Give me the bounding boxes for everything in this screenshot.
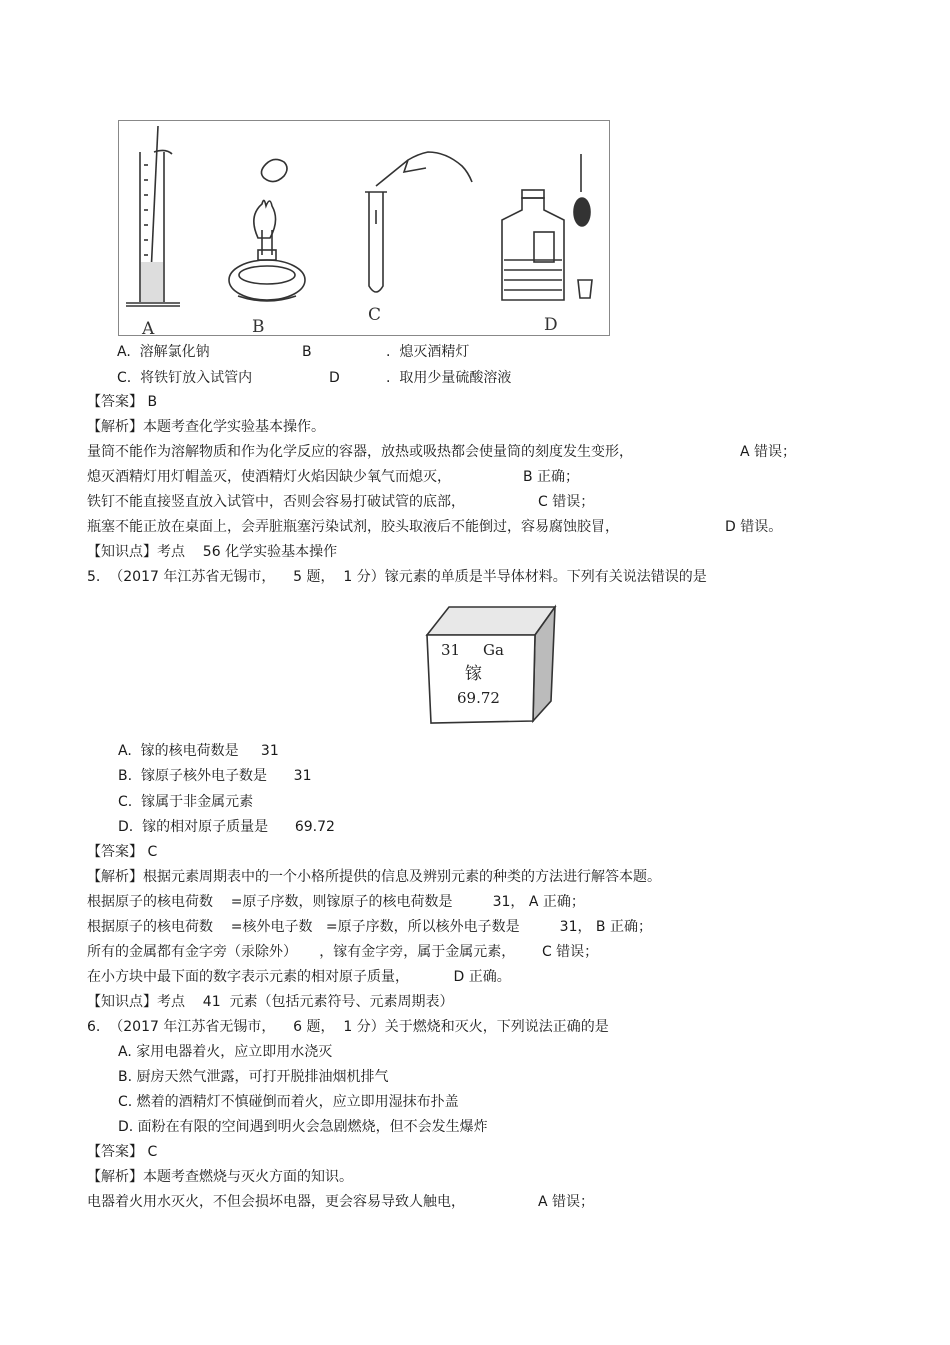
q5-analysis-line-3: 所有的金属都有金字旁（汞除外） ，镓有金字旁，属于金属元素， C 错误； [87, 944, 599, 960]
q4-option-c: C. 将铁钉放入试管内 [117, 370, 253, 386]
q6-stem: 6. （2017 年江苏省无锡市， 6 题， 1 分）关于燃烧和灭火，下列说法正确的是 [87, 1019, 609, 1035]
q6-option-b: B. 厨房天然气泄露，可打开脱排油烟机排气 [118, 1069, 389, 1085]
lab-operations-figure [118, 120, 610, 336]
q5-stem: 5. （2017 年江苏省无锡市， 5 题， 1 分）镓元素的单质是半导体材料。下列有关说法错误的是 [87, 569, 707, 585]
q5-option-d: D. 镓的相对原子质量是 69.72 [118, 819, 335, 835]
q5-answer: 【答案】 C [87, 844, 158, 860]
element-symbol: Ga [483, 641, 504, 659]
q4-analysis-line-2: 熄灭酒精灯用灯帽盖灭，使酒精灯火焰因缺少氧气而熄灭， [87, 469, 451, 485]
q4-analysis-line-3-verdict: C 错误； [538, 494, 595, 510]
q4-option-b-text: . 熄灭酒精灯 [386, 344, 470, 360]
q6-answer: 【答案】 C [87, 1144, 158, 1160]
q6-analysis: 【解析】本题考查燃烧与灭火方面的知识。 [87, 1169, 353, 1185]
q4-option-d-letter: D [329, 370, 340, 386]
q5-knowledge-point: 【知识点】考点 41 元素（包括元素符号、元素周期表） [87, 994, 454, 1010]
q6-analysis-line-1: 电器着火用水灭火，不但会损坏电器，更会容易导致人触电， [87, 1194, 465, 1210]
q4-option-a: A. 溶解氯化钠 [117, 344, 210, 360]
q4-analysis-line-1-verdict: A 错误； [740, 444, 797, 460]
q4-knowledge-point: 【知识点】考点 56 化学实验基本操作 [87, 544, 338, 560]
q4-analysis-line-3: 铁钉不能直接竖直放入试管中，否则会容易打破试管的底部， [87, 494, 465, 510]
figure-label-a: A [142, 319, 155, 336]
q6-analysis-line-1-verdict: A 错误； [538, 1194, 595, 1210]
q5-option-b: B. 镓原子核外电子数是 31 [118, 768, 312, 784]
q5-analysis-line-2: 根据原子的核电荷数 =核外电子数 =原子序数，所以核外电子数是 31， B 正确； [87, 919, 652, 935]
q5-analysis: 【解析】根据元素周期表中的一个小格所提供的信息及辨别元素的种类的方法进行解答本题。 [87, 869, 661, 885]
figure-label-d: D [544, 315, 558, 335]
q4-analysis-line-1: 量筒不能作为溶解物质和作为化学反应的容器，放热或吸热都会使量筒的刻度发生变形， [87, 444, 633, 460]
q4-analysis-line-2-verdict: B 正确； [523, 469, 580, 485]
gallium-element-card [421, 599, 559, 729]
q5-option-a: A. 镓的核电荷数是 31 [118, 743, 279, 759]
q4-analysis-line-4: 瓶塞不能正放在桌面上，会弄脏瓶塞污染试剂，胶头取液后不能倒过，容易腐蚀胶冒， [87, 519, 619, 535]
q4-analysis-line-4-verdict: D 错误。 [725, 519, 783, 535]
q6-option-d: D. 面粉在有限的空间遇到明火会急剧燃烧，但不会发生爆炸 [118, 1119, 488, 1135]
element-atomic-number: 31 [441, 641, 461, 659]
figure-label-c: C [368, 305, 382, 325]
element-name: 镓 [465, 664, 482, 684]
q5-analysis-line-1: 根据原子的核电荷数 =原子序数，则镓原子的核电荷数是 31， A 正确； [87, 894, 585, 910]
q4-option-b-letter: B [302, 344, 312, 360]
element-relative-atomic-mass: 69.72 [457, 689, 500, 707]
q6-option-c: C. 燃着的酒精灯不慎碰倒而着火，应立即用湿抹布扑盖 [118, 1094, 459, 1110]
q5-analysis-line-4: 在小方块中最下面的数字表示元素的相对原子质量， D 正确。 [87, 969, 511, 985]
q4-answer: 【答案】 B [87, 394, 158, 410]
q4-option-d-text: . 取用少量硫酸溶液 [386, 370, 512, 386]
q4-analysis: 【解析】本题考查化学实验基本操作。 [87, 419, 325, 435]
figure-label-b: B [252, 317, 265, 336]
q5-option-c: C. 镓属于非金属元素 [118, 794, 254, 810]
q6-option-a: A. 家用电器着火，应立即用水浇灭 [118, 1044, 333, 1060]
